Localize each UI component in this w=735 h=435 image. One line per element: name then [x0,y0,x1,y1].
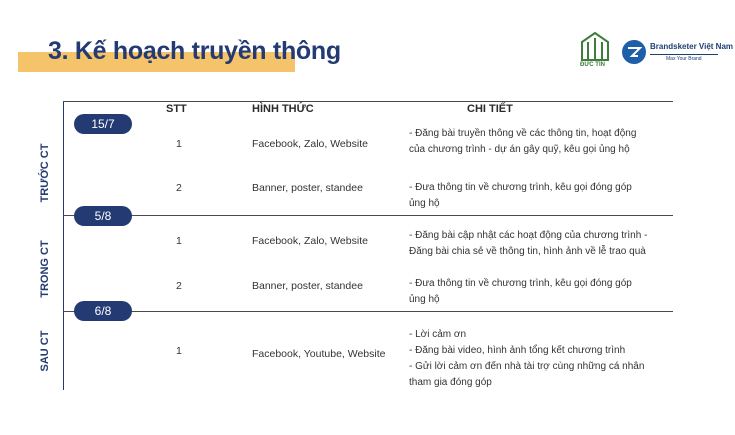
header-form: HÌNH THỨC [252,103,314,115]
milestone-6-8: 6/8 [74,301,132,321]
brandsketer-mark-icon [622,40,646,64]
brandsketer-logo-icon [622,40,646,64]
row-5-detail [409,327,679,391]
logos [578,28,733,76]
row-1-stt: 1 [176,138,182,150]
header-stt: STT [166,103,187,115]
phase-during: TRONG CT [39,240,51,298]
milestone-5-8: 5/8 [74,206,132,226]
page-title: 3. Kế hoạch truyền thông [48,37,341,65]
row-4-stt: 2 [176,280,182,292]
detail-line: - Đăng bài truyền thông về các thông tin, hoạt động [409,128,637,139]
detail-line: - Đưa thông tin về chương trình, kêu gọi đóng góp [409,182,632,193]
row-2-form: Banner, poster, standee [252,182,363,194]
row-2-stt: 2 [176,182,182,194]
brand-divider [650,54,718,55]
phase-before: TRƯỚC CT [39,143,51,203]
detail-line: ủng hộ [409,198,440,209]
detail-line: Đăng bài chia sẻ về thông tin, hình ảnh về lễ trao quà [409,246,646,257]
brand-name: Brandsketer Việt Nam [650,42,733,51]
row-1-detail [409,126,679,158]
row-2-detail [409,180,679,212]
detail-line: - Gửi lời cảm ơn đến nhà tài trợ cùng những cá nhân [409,361,645,372]
row-4-form: Banner, poster, standee [252,280,363,292]
row-1-form: Facebook, Zalo, Website [252,138,368,150]
row-5-stt: 1 [176,345,182,357]
row-5-form: Facebook, Youtube, Website [252,348,386,360]
detail-line: - Đăng bài cập nhật các hoạt động của chương trình - [409,230,648,241]
row-3-form: Facebook, Zalo, Website [252,235,368,247]
row-4-detail [409,276,679,308]
detail-line: tham gia đóng góp [409,377,492,388]
header-detail: CHI TIẾT [467,103,513,115]
duc-tin-logo-text: ĐỨC TÍN [580,62,605,68]
divider-1 [63,215,673,216]
detail-line: - Đưa thông tin về chương trình, kêu gọi đóng góp [409,278,632,289]
detail-line: - Lời cảm ơn [409,329,467,340]
detail-line: - Đăng bài video, hình ảnh tổng kết chương trình [409,345,626,356]
detail-line: của chương trình - dự án gây quỹ, kêu gọi ủng hộ [409,144,630,155]
timeline-axis [63,101,64,390]
divider-top [63,101,673,102]
row-3-stt: 1 [176,235,182,247]
milestone-15-7: 15/7 [74,114,132,134]
divider-2 [63,311,673,312]
detail-line: ủng hộ [409,294,440,305]
row-3-detail [409,228,679,260]
phase-after: SAU CT [39,330,51,372]
brand-tagline: Max Your Brand [666,56,702,62]
